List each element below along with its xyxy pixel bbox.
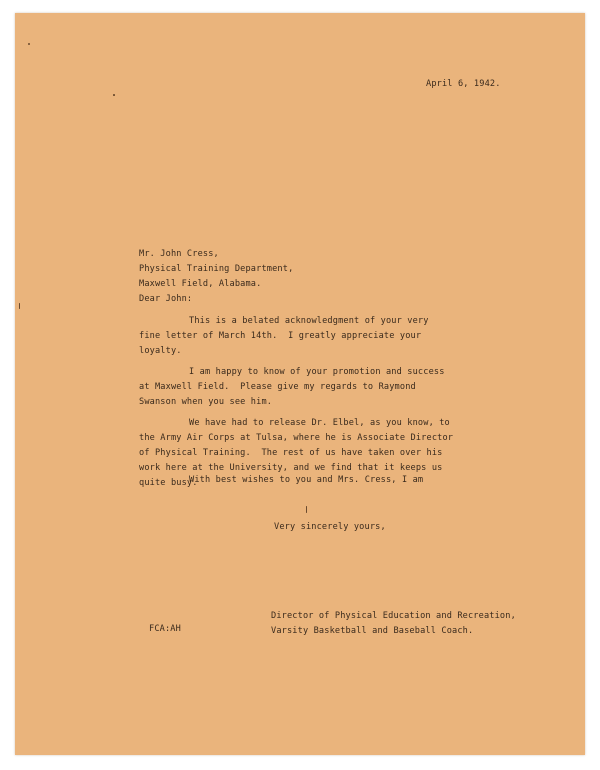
paragraph-line: of Physical Training. The rest of us have taken over his — [139, 448, 443, 458]
paragraph-line: I am happy to know of your promotion and success — [189, 367, 445, 377]
paragraph-line: at Maxwell Field. Please give my regards to Raymond — [139, 382, 416, 392]
paragraph-line: loyalty. — [139, 346, 182, 356]
recipient-location: Maxwell Field, Alabama. — [139, 279, 262, 289]
paragraph-line: fine letter of March 14th. I greatly appreciate your — [139, 331, 422, 341]
paragraph-line: This is a belated acknowledgment of your very — [189, 316, 429, 326]
paragraph-line: work here at the University, and we find that it keeps us — [139, 463, 443, 473]
recipient-address — [139, 247, 293, 292]
paper-speck — [28, 43, 30, 45]
paragraph-best-wishes: With best wishes to you and Mrs. Cress, I am — [189, 475, 424, 485]
complimentary-closing: Very sincerely yours, — [274, 522, 386, 532]
signature-title — [271, 609, 516, 639]
reference-initials: FCA:AH — [149, 624, 181, 634]
paper-speck — [306, 506, 307, 513]
paragraph-promotion — [139, 365, 445, 410]
paragraph-line: the Army Air Corps at Tulsa, where he is Associate Director — [139, 433, 454, 443]
signature-title-line: Varsity Basketball and Baseball Coach. — [271, 626, 474, 636]
paper-speck — [113, 94, 115, 96]
letter-date: April 6, 1942. — [426, 79, 501, 89]
salutation: Dear John: — [139, 294, 193, 304]
paragraph-line: Swanson when you see him. — [139, 397, 273, 407]
paragraph-line: We have had to release Dr. Elbel, as you know, to — [189, 418, 450, 428]
paragraph-line: quite busy. — [139, 478, 198, 488]
paper-speck — [19, 303, 20, 309]
recipient-name: Mr. John Cress, — [139, 249, 219, 259]
paragraph-acknowledgment — [139, 314, 429, 359]
recipient-department: Physical Training Department, — [139, 264, 294, 274]
signature-title-line: Director of Physical Education and Recreation, — [271, 611, 516, 621]
letter-page — [15, 13, 585, 755]
